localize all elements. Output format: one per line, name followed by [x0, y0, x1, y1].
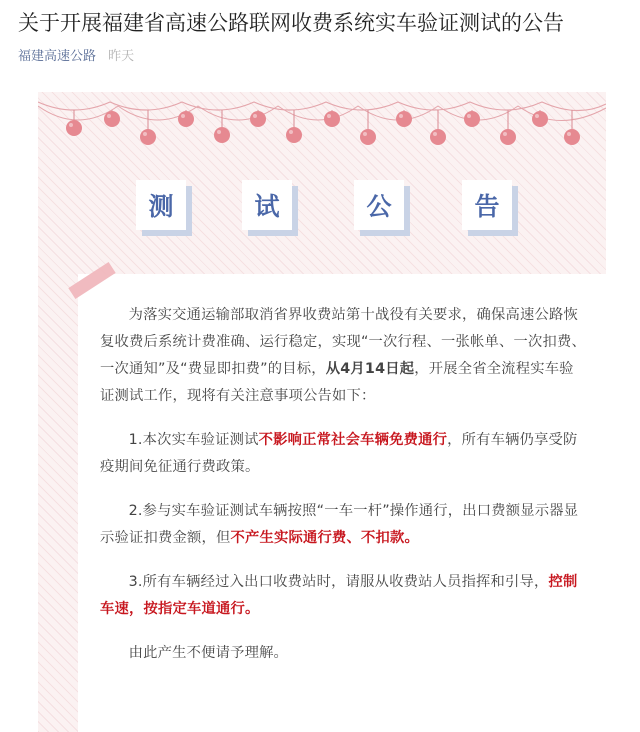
banner-char: 告: [462, 180, 512, 230]
banner-char: 公: [354, 180, 404, 230]
ornament-garland-icon: [38, 92, 606, 162]
notice-paper: [78, 274, 606, 732]
banner-tile: [462, 180, 518, 236]
notice-card: [38, 92, 606, 732]
highlight-text: 控制车速，按指定车道通行。: [100, 574, 578, 617]
banner-char: 测: [136, 180, 186, 230]
paragraph-intro: 为落实交通运输部取消省界收费站第十战役有关要求，确保高速公路恢复收费后系统计费准确、运行稳定，实现“一次行程、一张帐单、一次扣费、一次通知”及“费显即扣费”的目标，从4月14日起，开展全省全流程实车验证测试工作，现将有关注意事项公告如下：: [100, 307, 586, 404]
start-date: 从4月14日起: [325, 361, 415, 377]
banner-tile: [354, 180, 410, 236]
article-title: 关于开展福建省高速公路联网收费系统实车验证测试的公告: [18, 11, 564, 35]
paragraph-closing: 由此产生不便请予理解。: [128, 645, 289, 661]
banner-tile: [136, 180, 192, 236]
publish-date: 昨天: [108, 49, 135, 64]
paragraph-item-2: 2.参与实车验证测试车辆按照“一车一杆”操作通行，出口费额显示器显示验证扣费金额，但不产生实际通行费、不扣款。: [100, 503, 579, 546]
article-meta: [18, 45, 134, 64]
notice-body: [100, 302, 586, 684]
banner-tile: [242, 180, 298, 236]
paragraph-item-3: 3.所有车辆经过入出口收费站时，请服从收费站人员指挥和引导，控制车速，按指定车道通行。: [100, 574, 578, 617]
paragraph-item-1: 1.本次实车验证测试不影响正常社会车辆免费通行，所有车辆仍享受防疫期间免征通行费政策。: [100, 432, 578, 475]
author-link[interactable]: 福建高速公路: [18, 49, 97, 64]
highlight-text: 不影响正常社会车辆免费通行: [258, 432, 448, 448]
highlight-text: 不产生实际通行费、不扣款。: [230, 530, 419, 546]
banner-char: 试: [242, 180, 292, 230]
notice-banner: [38, 180, 606, 250]
